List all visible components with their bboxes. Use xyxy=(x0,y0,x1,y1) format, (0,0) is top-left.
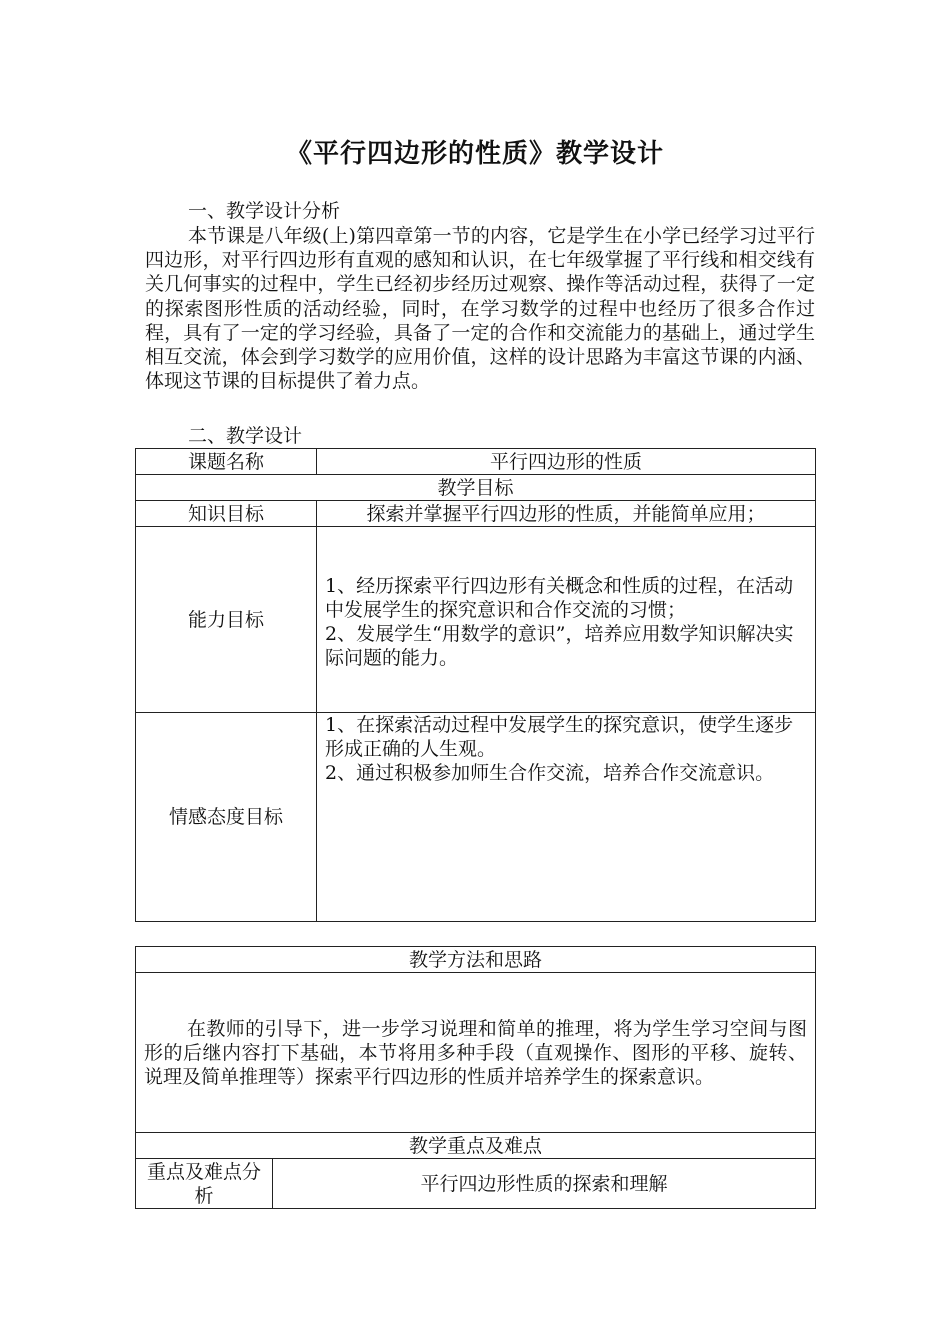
page-title: 《平行四边形的性质》教学设计 xyxy=(285,139,664,169)
section1-paragraph: 本节课是八年级(上)第四章第一节的内容，它是学生在小学已经学习过平行四边形，对平行四边形有直观的感知和认识，在七年级掌握了平行线和相交线有关几何事实的过程中，学生已经初步经历过观察、操作等活动过程，获得了一定的探索图形性质的活动经验，同时，在学习数学的过程中也经历了很多合作过程，具有了一定的学习经验，具备了一定的合作和交流能力的基础上，通过学生相互交流，体会到学习数学的应用价值，这样的设计思路为丰富这节课的内涵、体现这节课的目标提供了着力点。 xyxy=(145,225,815,393)
table-row xyxy=(136,449,816,475)
key-label: 重点及难点分析 xyxy=(136,1159,273,1209)
emotion-cell xyxy=(317,713,816,922)
section2-heading: 二、教学设计 xyxy=(188,425,303,447)
method-table xyxy=(135,946,816,1209)
emotion-item-1: 1、在探索活动过程中发展学生的探究意识，使学生逐步形成正确的人生观。 xyxy=(325,714,794,760)
ability-label: 能力目标 xyxy=(136,527,317,713)
goals-header: 教学目标 xyxy=(136,475,816,501)
method-text: 在教师的引导下，进一步学习说理和简单的推理，将为学生学习空间与图形的后继内容打下基础，本节将用多种手段（直观操作、图形的平移、旋转、说理及简单推理等）探索平行四边形的性质并培养学生的探索意识。 xyxy=(136,973,816,1133)
knowledge-label: 知识目标 xyxy=(136,501,317,527)
table-row xyxy=(136,947,816,973)
topic-value: 平行四边形的性质 xyxy=(317,449,816,475)
table-row xyxy=(136,501,816,527)
table-row xyxy=(136,1159,816,1209)
design-table xyxy=(135,448,816,922)
table-row xyxy=(136,475,816,501)
table-row xyxy=(136,973,816,1133)
knowledge-value: 探索并掌握平行四边形的性质，并能简单应用； xyxy=(317,501,816,527)
emotion-item-2: 2、通过积极参加师生合作交流，培养合作交流意识。 xyxy=(325,762,775,784)
ability-item-2: 2、发展学生“用数学的意识”，培养应用数学知识解决实际问题的能力。 xyxy=(325,622,794,669)
emotion-label: 情感态度目标 xyxy=(136,713,317,922)
table-row xyxy=(136,713,816,922)
key-value: 平行四边形性质的探索和理解 xyxy=(273,1159,816,1209)
table-row xyxy=(136,527,816,713)
topic-label: 课题名称 xyxy=(136,449,317,475)
key-header: 教学重点及难点 xyxy=(136,1133,816,1159)
ability-cell xyxy=(317,527,816,713)
ability-item-1: 1、经历探索平行四边形有关概念和性质的过程，在活动中发展学生的探究意识和合作交流的习惯； xyxy=(325,574,794,621)
section1-heading: 一、教学设计分析 xyxy=(188,200,341,222)
table-row xyxy=(136,1133,816,1159)
method-header: 教学方法和思路 xyxy=(136,947,816,973)
